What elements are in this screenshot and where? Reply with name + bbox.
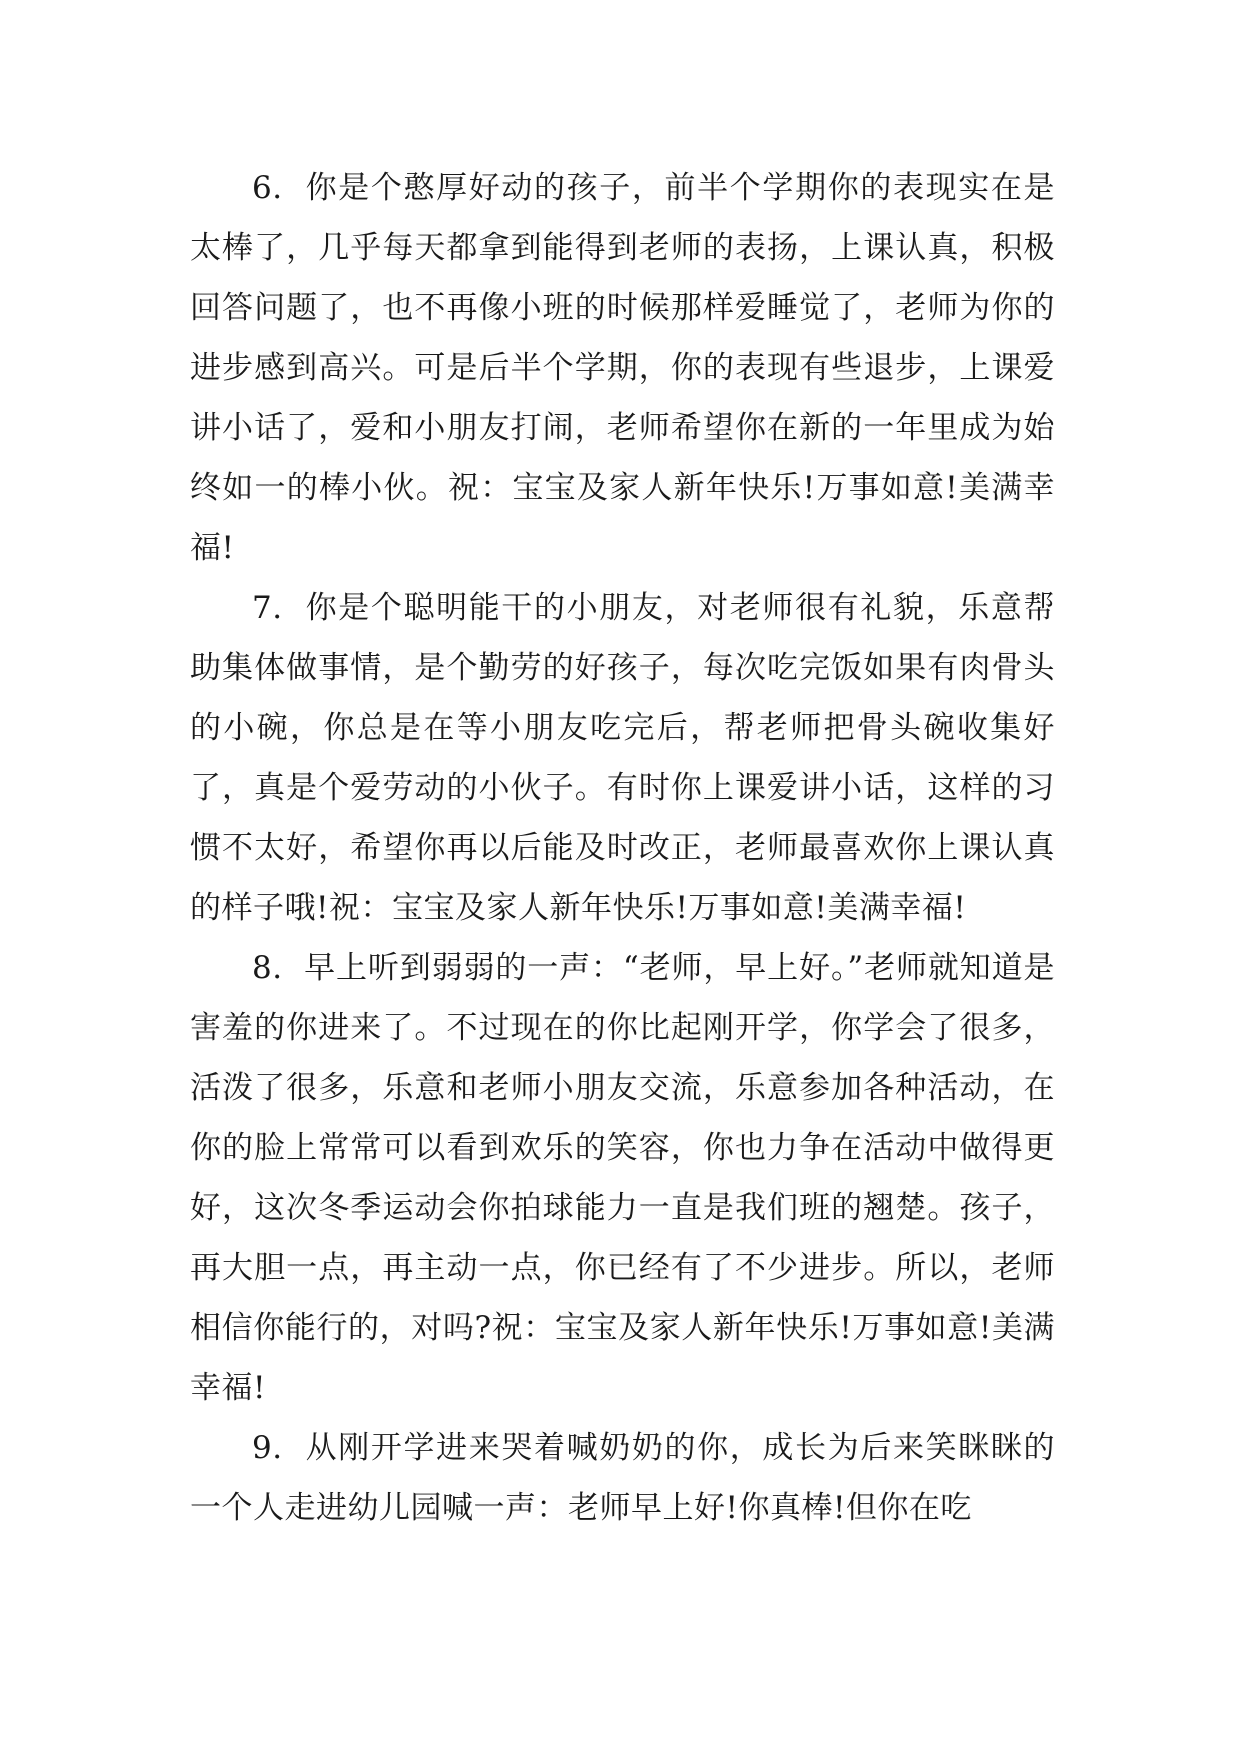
paragraph-text: 从刚开学进来哭着喊奶奶的你，成长为后来笑眯眯的一个人走进幼儿园喊一声：老师早上好!你真棒!但你在吃 bbox=[190, 1430, 1055, 1526]
paragraph-number: 9. bbox=[252, 1430, 283, 1466]
paragraph-number: 8. bbox=[252, 950, 283, 986]
paragraph-9 bbox=[190, 1418, 1055, 1538]
paragraph-text: 你是个憨厚好动的孩子，前半个学期你的表现实在是太棒了，几乎每天都拿到能得到老师的表扬，上课认真，积极回答问题了，也不再像小班的时候那样爱睡觉了，老师为你的进步感到高兴。可是后半个学期，你的表现有些退步，上课爱讲小话了，爱和小朋友打闹，老师希望你在新的一年里成为始终如一的棒小伙。祝：宝宝及家人新年快乐!万事如意!美满幸福! bbox=[190, 170, 1055, 566]
paragraph-number: 6. bbox=[252, 170, 283, 206]
paragraph-7 bbox=[190, 578, 1055, 938]
paragraph-number: 7. bbox=[252, 590, 283, 626]
paragraph-text: 你是个聪明能干的小朋友，对老师很有礼貌，乐意帮助集体做事情，是个勤劳的好孩子，每次吃完饭如果有肉骨头的小碗，你总是在等小朋友吃完后，帮老师把骨头碗收集好了，真是个爱劳动的小伙子。有时你上课爱讲小话，这样的习惯不太好，希望你再以后能及时改正，老师最喜欢你上课认真的样子哦!祝：宝宝及家人新年快乐!万事如意!美满幸福! bbox=[190, 590, 1055, 926]
paragraph-6 bbox=[190, 158, 1055, 578]
document-body bbox=[190, 158, 1055, 1538]
paragraph-text: 早上听到弱弱的一声：“老师，早上好。”老师就知道是害羞的你进来了。不过现在的你比起刚开学，你学会了很多，活泼了很多，乐意和老师小朋友交流，乐意参加各种活动，在你的脸上常常可以看到欢乐的笑容，你也力争在活动中做得更好，这次冬季运动会你拍球能力一直是我们班的翘楚。孩子，再大胆一点，再主动一点，你已经有了不少进步。所以，老师相信你能行的，对吗?祝：宝宝及家人新年快乐!万事如意!美满幸福! bbox=[190, 950, 1055, 1406]
paragraph-8 bbox=[190, 938, 1055, 1418]
